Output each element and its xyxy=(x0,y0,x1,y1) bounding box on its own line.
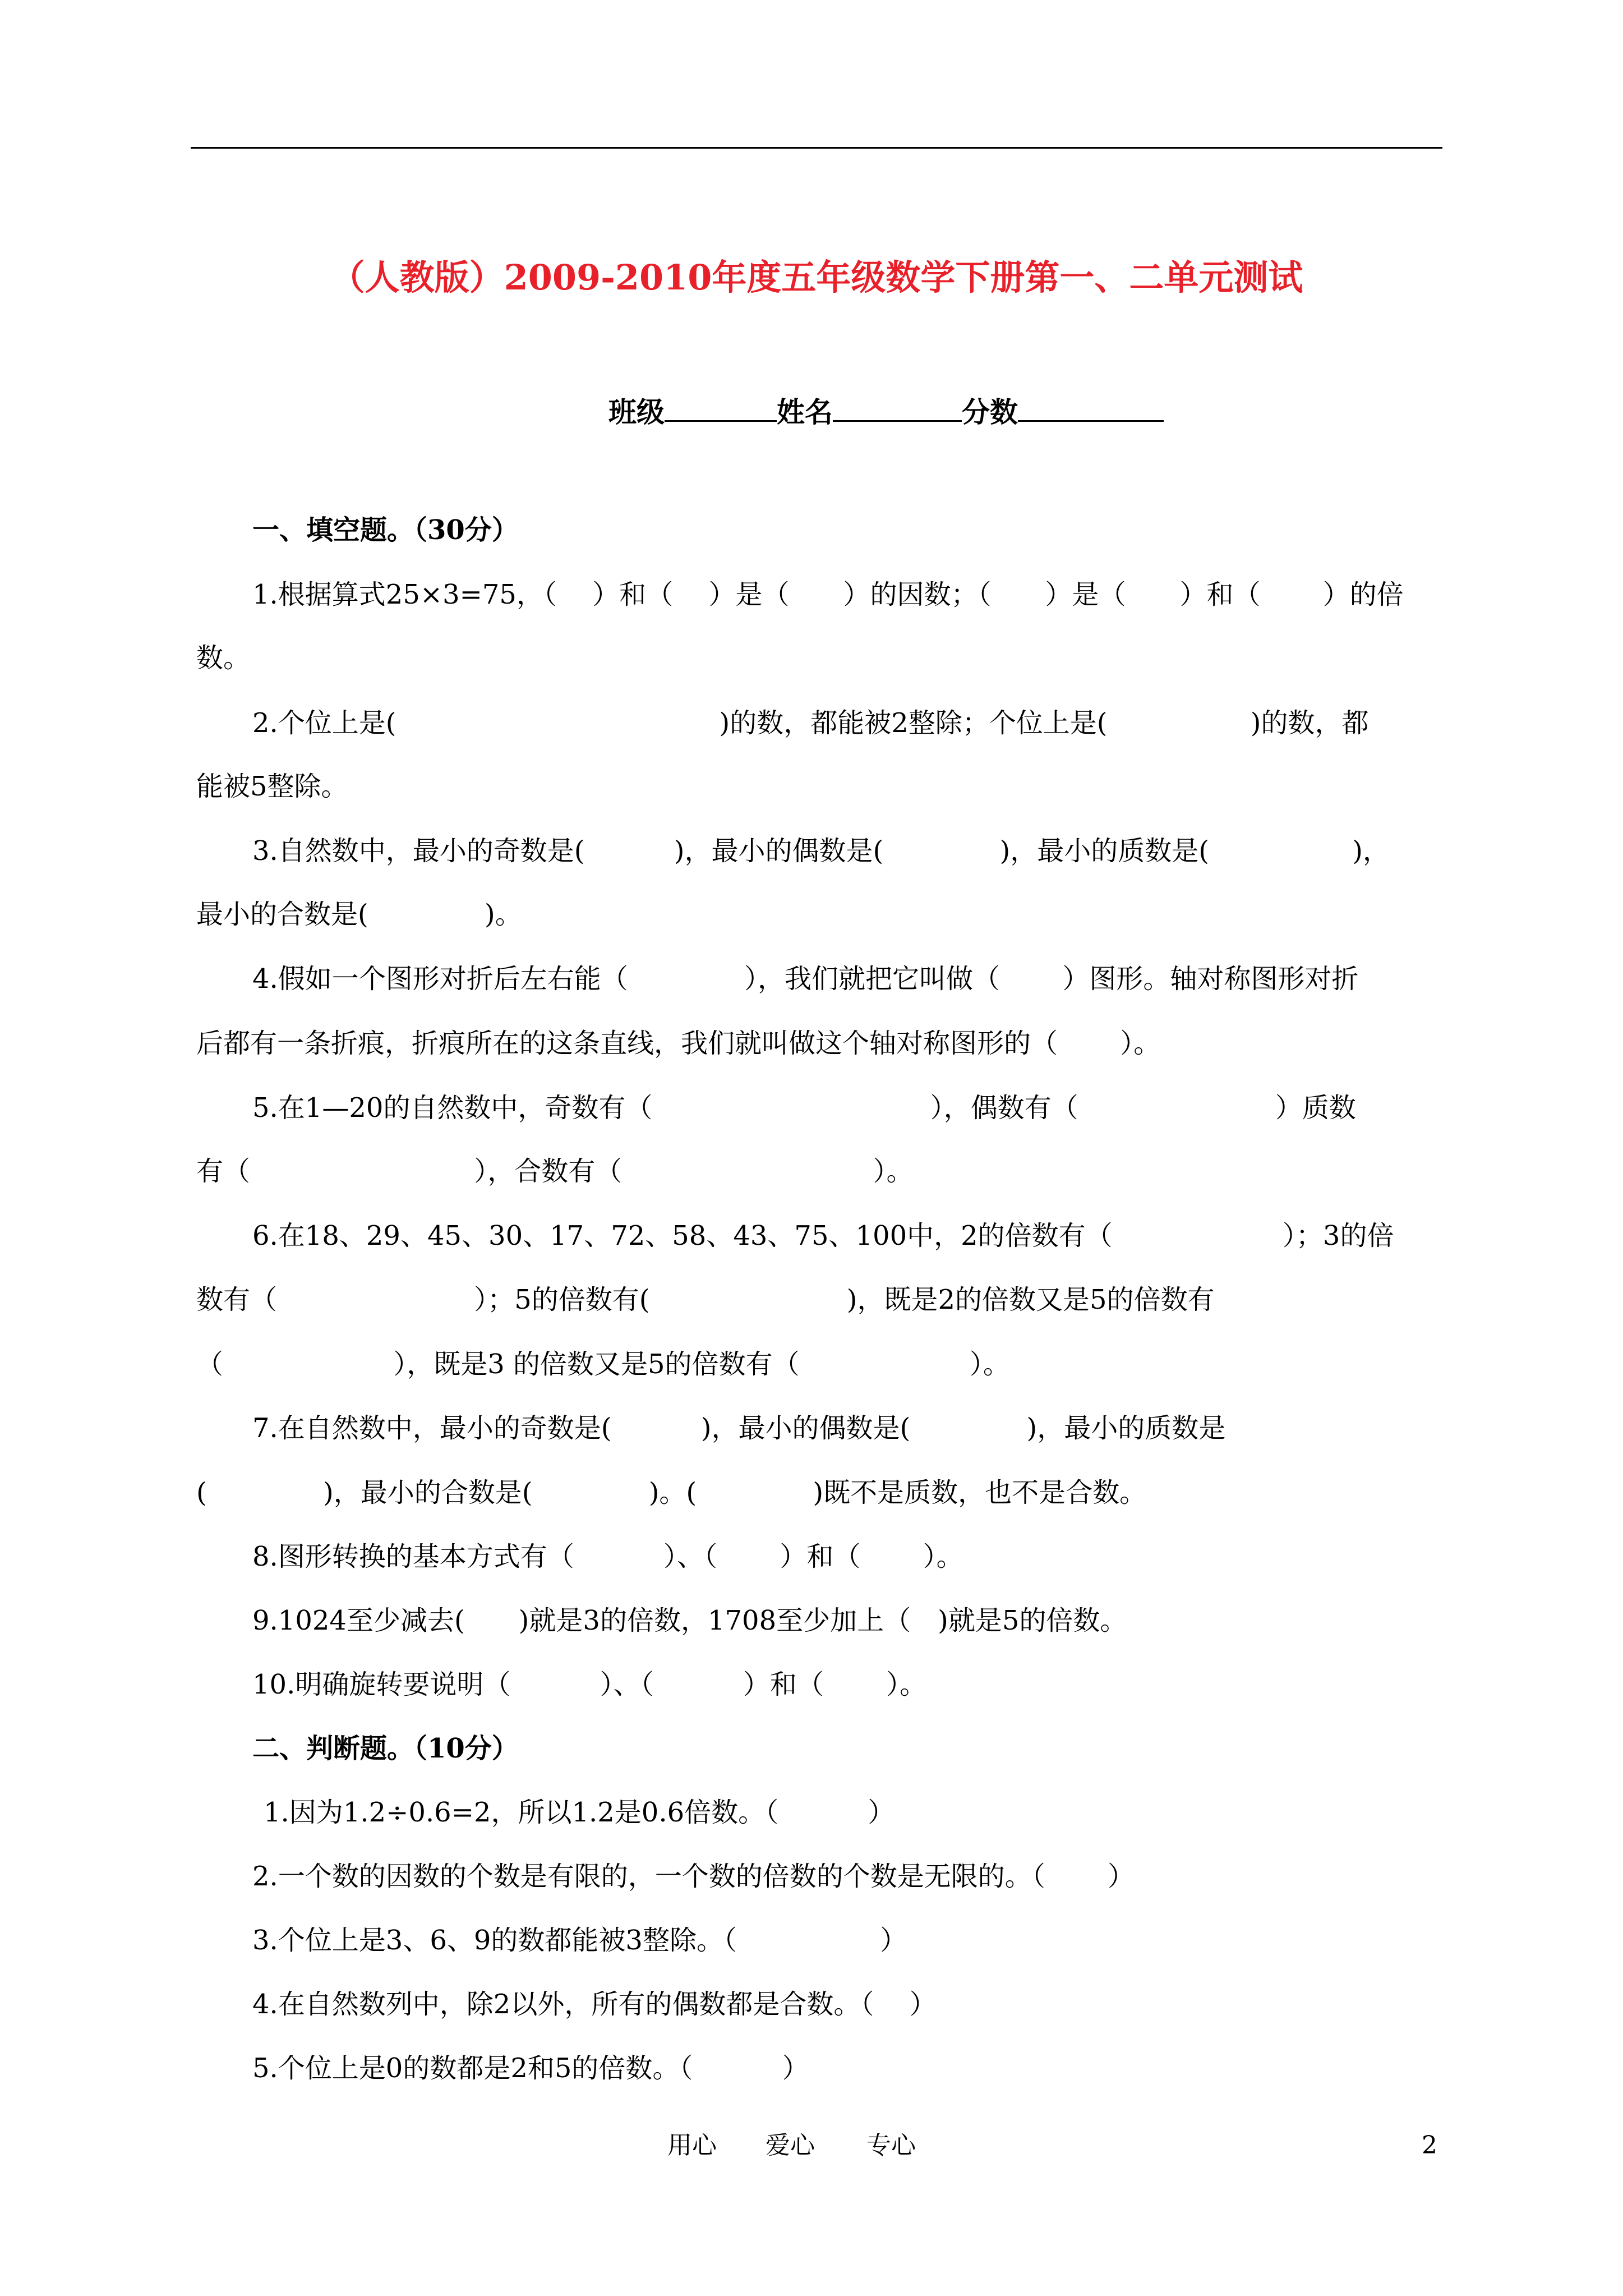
section1-heading: 一、填空题。（30分） xyxy=(252,514,519,546)
score-blank[interactable] xyxy=(1018,393,1164,422)
q9-line: 9.1024至少减去( )就是3的倍数，1708至少加上（ )就是5的倍数。 xyxy=(252,1605,1127,1636)
q2-line2: 能被5整除。 xyxy=(196,771,348,802)
footer-text-1: 用心 xyxy=(667,2131,717,2160)
student-info-line xyxy=(608,393,1164,432)
q3-line1: 3.自然数中，最小的奇数是( )，最小的偶数是( )，最小的质数是( )， xyxy=(252,835,1390,867)
q10-line: 10.明确旋转要说明（ ）、（ ）和（ ）。 xyxy=(252,1669,927,1700)
q8-line: 8.图形转换的基本方式有（ ）、（ ）和（ ）。 xyxy=(252,1541,963,1572)
q7-line1: 7.在自然数中，最小的奇数是( )，最小的偶数是( )，最小的质数是 xyxy=(252,1412,1226,1444)
q5-line2: 有（ ），合数有（ ）。 xyxy=(196,1156,914,1187)
class-label: 班级 xyxy=(608,395,665,429)
judge2-line: 2.一个数的因数的个数是有限的，一个数的倍数的个数是无限的。（ ） xyxy=(252,1861,1135,1892)
q1-line1: 1.根据算式25×3=75，（ ）和（ ）是（ ）的因数；（ ）是（ ）和（ ）的倍 xyxy=(252,579,1404,610)
q4-line2: 后都有一条折痕，折痕所在的这条直线，我们就叫做这个轴对称图形的（ ）。 xyxy=(196,1028,1161,1059)
q5-line1: 5.在1—20的自然数中，奇数有（ ），偶数有（ ）质数 xyxy=(252,1092,1356,1124)
q4-line1: 4.假如一个图形对折后左右能（ ），我们就把它叫做（ ）图形。轴对称图形对折 xyxy=(252,963,1359,995)
judge4-line: 4.在自然数列中，除2以外，所有的偶数都是合数。（ ） xyxy=(252,1989,937,2020)
page-number: 2 xyxy=(1422,2131,1437,2160)
q3-line2: 最小的合数是( )。 xyxy=(196,899,522,930)
name-blank[interactable] xyxy=(833,393,962,422)
q7-line2: ( )，最小的合数是( )。( )既不是质数，也不是合数。 xyxy=(196,1477,1147,1508)
footer-text-2: 爱心 xyxy=(766,2131,815,2160)
q1-line2: 数。 xyxy=(196,642,251,674)
document-title: （人教版）2009-2010年度五年级数学下册第一、二单元测试 xyxy=(330,257,1303,298)
judge5-line: 5.个位上是0的数都是2和5的倍数。（ ） xyxy=(252,2053,809,2084)
judge3-line: 3.个位上是3、6、9的数都能被3整除。（ ） xyxy=(252,1925,907,1956)
judge1-line: 1.因为1.2÷0.6=2，所以1.2是0.6倍数。（ ） xyxy=(264,1797,895,1828)
score-label: 分数 xyxy=(962,395,1018,429)
q2-line1: 2.个位上是( )的数，都能被2整除；个位上是( )的数，都 xyxy=(252,707,1369,739)
header-rule xyxy=(191,147,1442,149)
section2-heading: 二、判断题。（10分） xyxy=(252,1733,519,1764)
q6-line3: （ ），既是3 的倍数又是5的倍数有（ ）。 xyxy=(196,1349,1010,1380)
class-blank[interactable] xyxy=(665,393,777,422)
q6-line1: 6.在18、29、45、30、17、72、58、43、75、100中，2的倍数有（ ）；3的倍 xyxy=(252,1220,1394,1251)
footer-text-3: 专心 xyxy=(866,2131,916,2160)
name-label: 姓名 xyxy=(777,395,833,429)
q6-line2: 数有（ ）；5的倍数有( )，既是2的倍数又是5的倍数有 xyxy=(196,1284,1215,1315)
